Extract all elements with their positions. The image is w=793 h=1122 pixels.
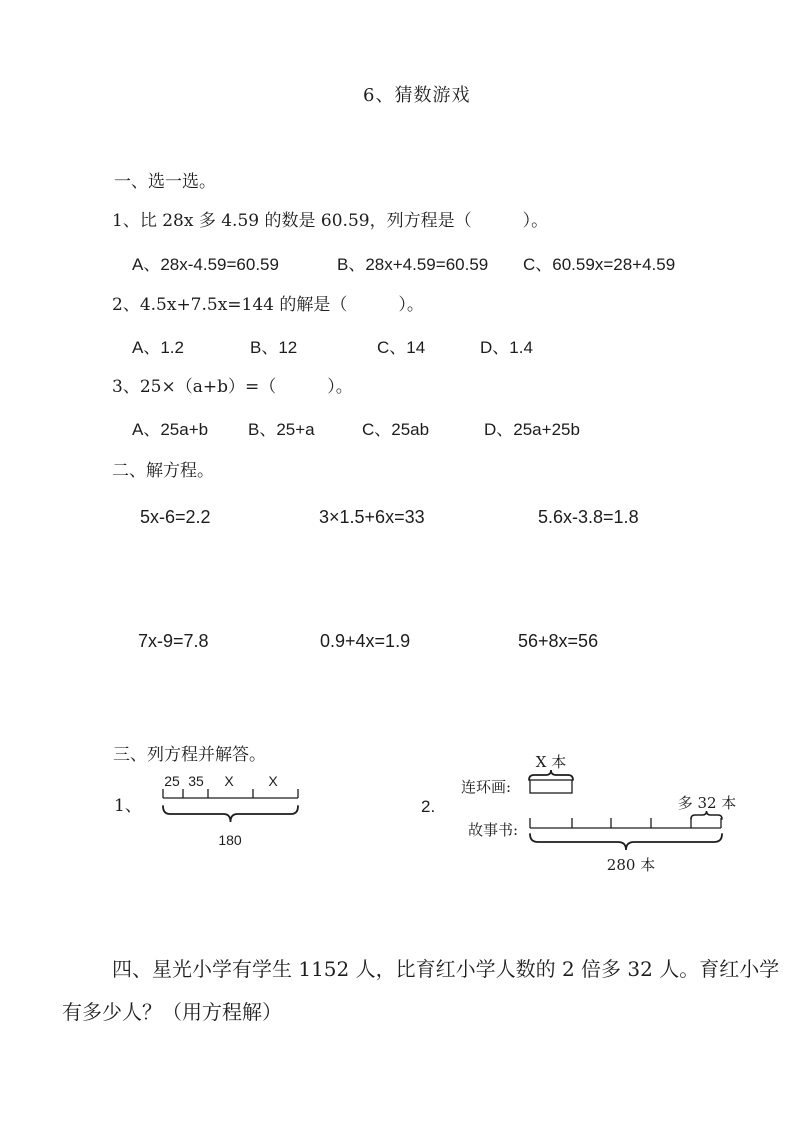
comic-count-label: X 本 bbox=[535, 753, 567, 771]
story-total-brace bbox=[530, 834, 722, 850]
comic-bar bbox=[530, 780, 572, 793]
section-four-line1: 四、星光小学有学生 1152 人，比育红小学人数的 2 倍多 32 人。育红小学 bbox=[112, 957, 780, 981]
equation-4: 7x-9=7.8 bbox=[138, 631, 209, 651]
worksheet-title: 6、猜数游戏 bbox=[363, 85, 471, 106]
story-row-label: 故事书: bbox=[468, 821, 519, 839]
problem-1-label: 1、 bbox=[114, 796, 142, 816]
section-one-heading: 一、选一选。 bbox=[114, 172, 216, 192]
segment-label-x2: X bbox=[268, 773, 278, 789]
comic-brace bbox=[529, 770, 573, 780]
question-1-option-b: B、28x+4.59=60.59 bbox=[337, 255, 489, 274]
section-two-heading: 二、解方程。 bbox=[112, 461, 214, 481]
problem-2-bar-diagram bbox=[455, 750, 750, 880]
section-three-heading: 三、列方程并解答。 bbox=[113, 745, 266, 765]
extra-32-label: 多 32 本 bbox=[677, 794, 737, 812]
problem-2-label: 2. bbox=[421, 797, 436, 816]
question-2-option-a: A、1.2 bbox=[132, 338, 184, 357]
extra-32-brace bbox=[691, 811, 722, 819]
question-1-prompt: 1、比 28x 多 4.59 的数是 60.59，列方程是（ ）。 bbox=[112, 211, 549, 231]
section-four-line2: 有多少人？（用方程解） bbox=[62, 1000, 282, 1024]
equation-5: 0.9+4x=1.9 bbox=[320, 631, 411, 651]
equation-6: 56+8x=56 bbox=[518, 631, 599, 651]
total-brace bbox=[163, 806, 298, 822]
question-3-option-b: B、25+a bbox=[248, 420, 315, 439]
comic-row-label: 连环画: bbox=[461, 778, 512, 796]
equation-1: 5x-6=2.2 bbox=[140, 507, 211, 527]
equation-2: 3×1.5+6x=33 bbox=[319, 507, 425, 527]
question-3-option-c: C、25ab bbox=[362, 420, 430, 439]
question-1-option-c: C、60.59x=28+4.59 bbox=[523, 255, 676, 274]
question-2-option-c: C、14 bbox=[377, 338, 426, 357]
equation-3: 5.6x-3.8=1.8 bbox=[538, 507, 639, 527]
segment-label-25: 25 bbox=[164, 773, 180, 789]
question-2-option-d: D、1.4 bbox=[480, 338, 533, 357]
question-3-prompt: 3、25×（a+b）=（ ）。 bbox=[112, 377, 353, 397]
question-3-option-d: D、25a+25b bbox=[484, 420, 580, 439]
story-total-label: 280 本 bbox=[606, 856, 656, 874]
question-2-prompt: 2、4.5x+7.5x=144 的解是（ ）。 bbox=[112, 295, 424, 315]
segment-label-x1: X bbox=[224, 773, 234, 789]
question-1-option-a: A、28x-4.59=60.59 bbox=[132, 255, 279, 274]
segment-label-35: 35 bbox=[188, 773, 204, 789]
total-label-180: 180 bbox=[218, 832, 242, 848]
question-2-option-b: B、12 bbox=[250, 338, 298, 357]
question-3-option-a: A、25a+b bbox=[132, 420, 209, 439]
problem-1-segment-diagram bbox=[150, 770, 315, 855]
